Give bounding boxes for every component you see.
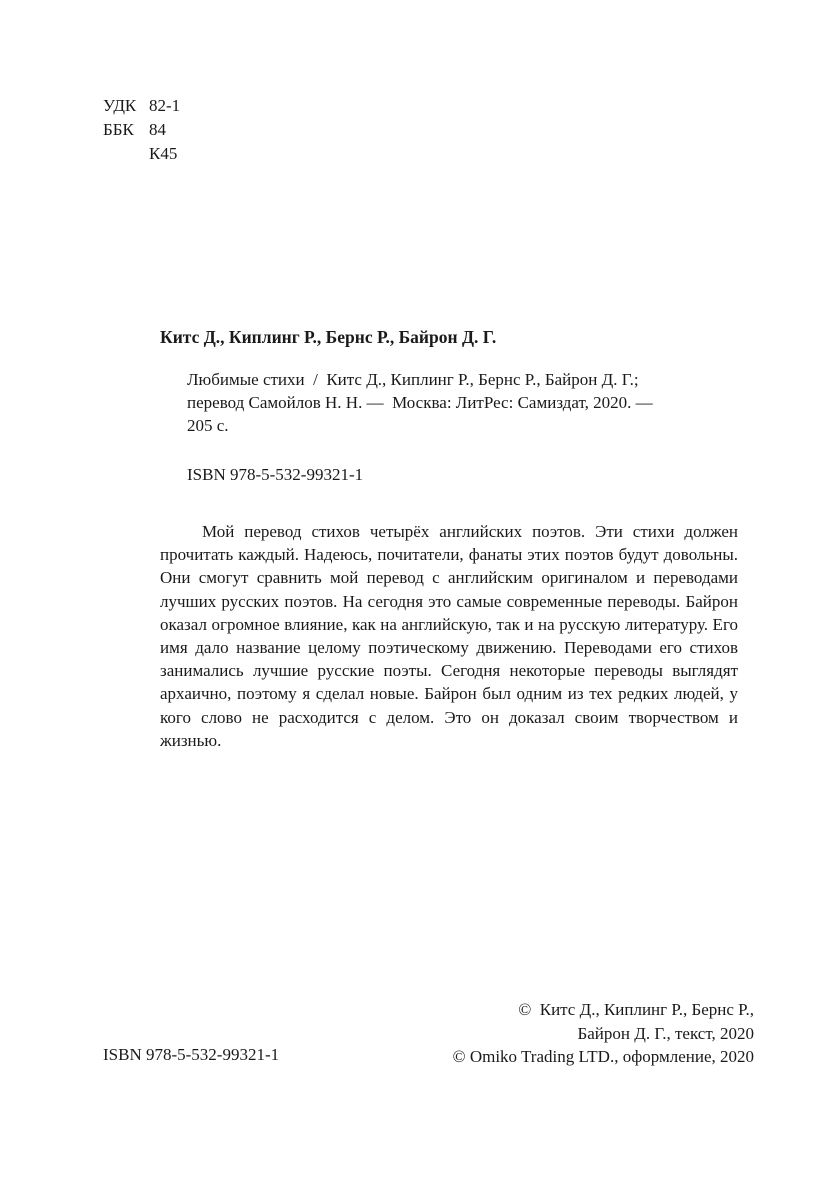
bibliographic-record [187, 368, 653, 437]
udk-value: 82-1 [149, 96, 181, 115]
bibliographic-line-1: Любимые стихи / Китс Д., Киплинг Р., Бернс Р., Байрон Д. Г.; [187, 370, 639, 389]
authors-heading: Китс Д., Киплинг Р., Бернс Р., Байрон Д. Г. [160, 327, 497, 347]
bibliographic-line-3: 205 с. [187, 416, 229, 435]
copyright-line-1: © Китс Д., Киплинг Р., Бернс Р., [518, 1000, 754, 1019]
bibliographic-line-2: перевод Самойлов Н. Н. — Москва: ЛитРес: Самиздат, 2020. — [187, 393, 653, 412]
abstract-paragraph: Мой перевод стихов четырёх английских поэтов. Эти стихи должен прочитать каждый. Надеюсь, почитатели, фанаты этих поэтов будут довольны. Они смогут сравнить мой перевод с английским оригиналом и переводами лучших русских поэтов. На сегодня это самые современные переводы. Байрон оказал огромное влияние, как на английскую, так и на русскую литературу. Его имя дало название целому поэтическому движению. Переводами его стихов занимались лучшие русские поэты. Сегодня некоторые переводы выглядят архаично, поэтому я сделал новые. Байрон был одним из тех редких людей, у кого слово не расходится с делом. Это он доказал своим творчеством и жизнью. [160, 522, 738, 750]
copyright-line-3: © Omiko Trading LTD., оформление, 2020 [452, 1047, 754, 1066]
bbk-label: ББК [103, 120, 134, 139]
bbk-line [103, 120, 166, 140]
udk-label: УДК [103, 96, 137, 115]
udk-line [103, 96, 180, 116]
copyright-block [453, 998, 754, 1069]
footer-isbn: ISBN 978-5-532-99321-1 [103, 1045, 280, 1064]
isbn: ISBN 978-5-532-99321-1 [187, 465, 364, 484]
copyright-line-2: Байрон Д. Г., текст, 2020 [577, 1023, 754, 1043]
author-mark: К45 [149, 144, 178, 163]
bbk-value: 84 [149, 120, 166, 139]
